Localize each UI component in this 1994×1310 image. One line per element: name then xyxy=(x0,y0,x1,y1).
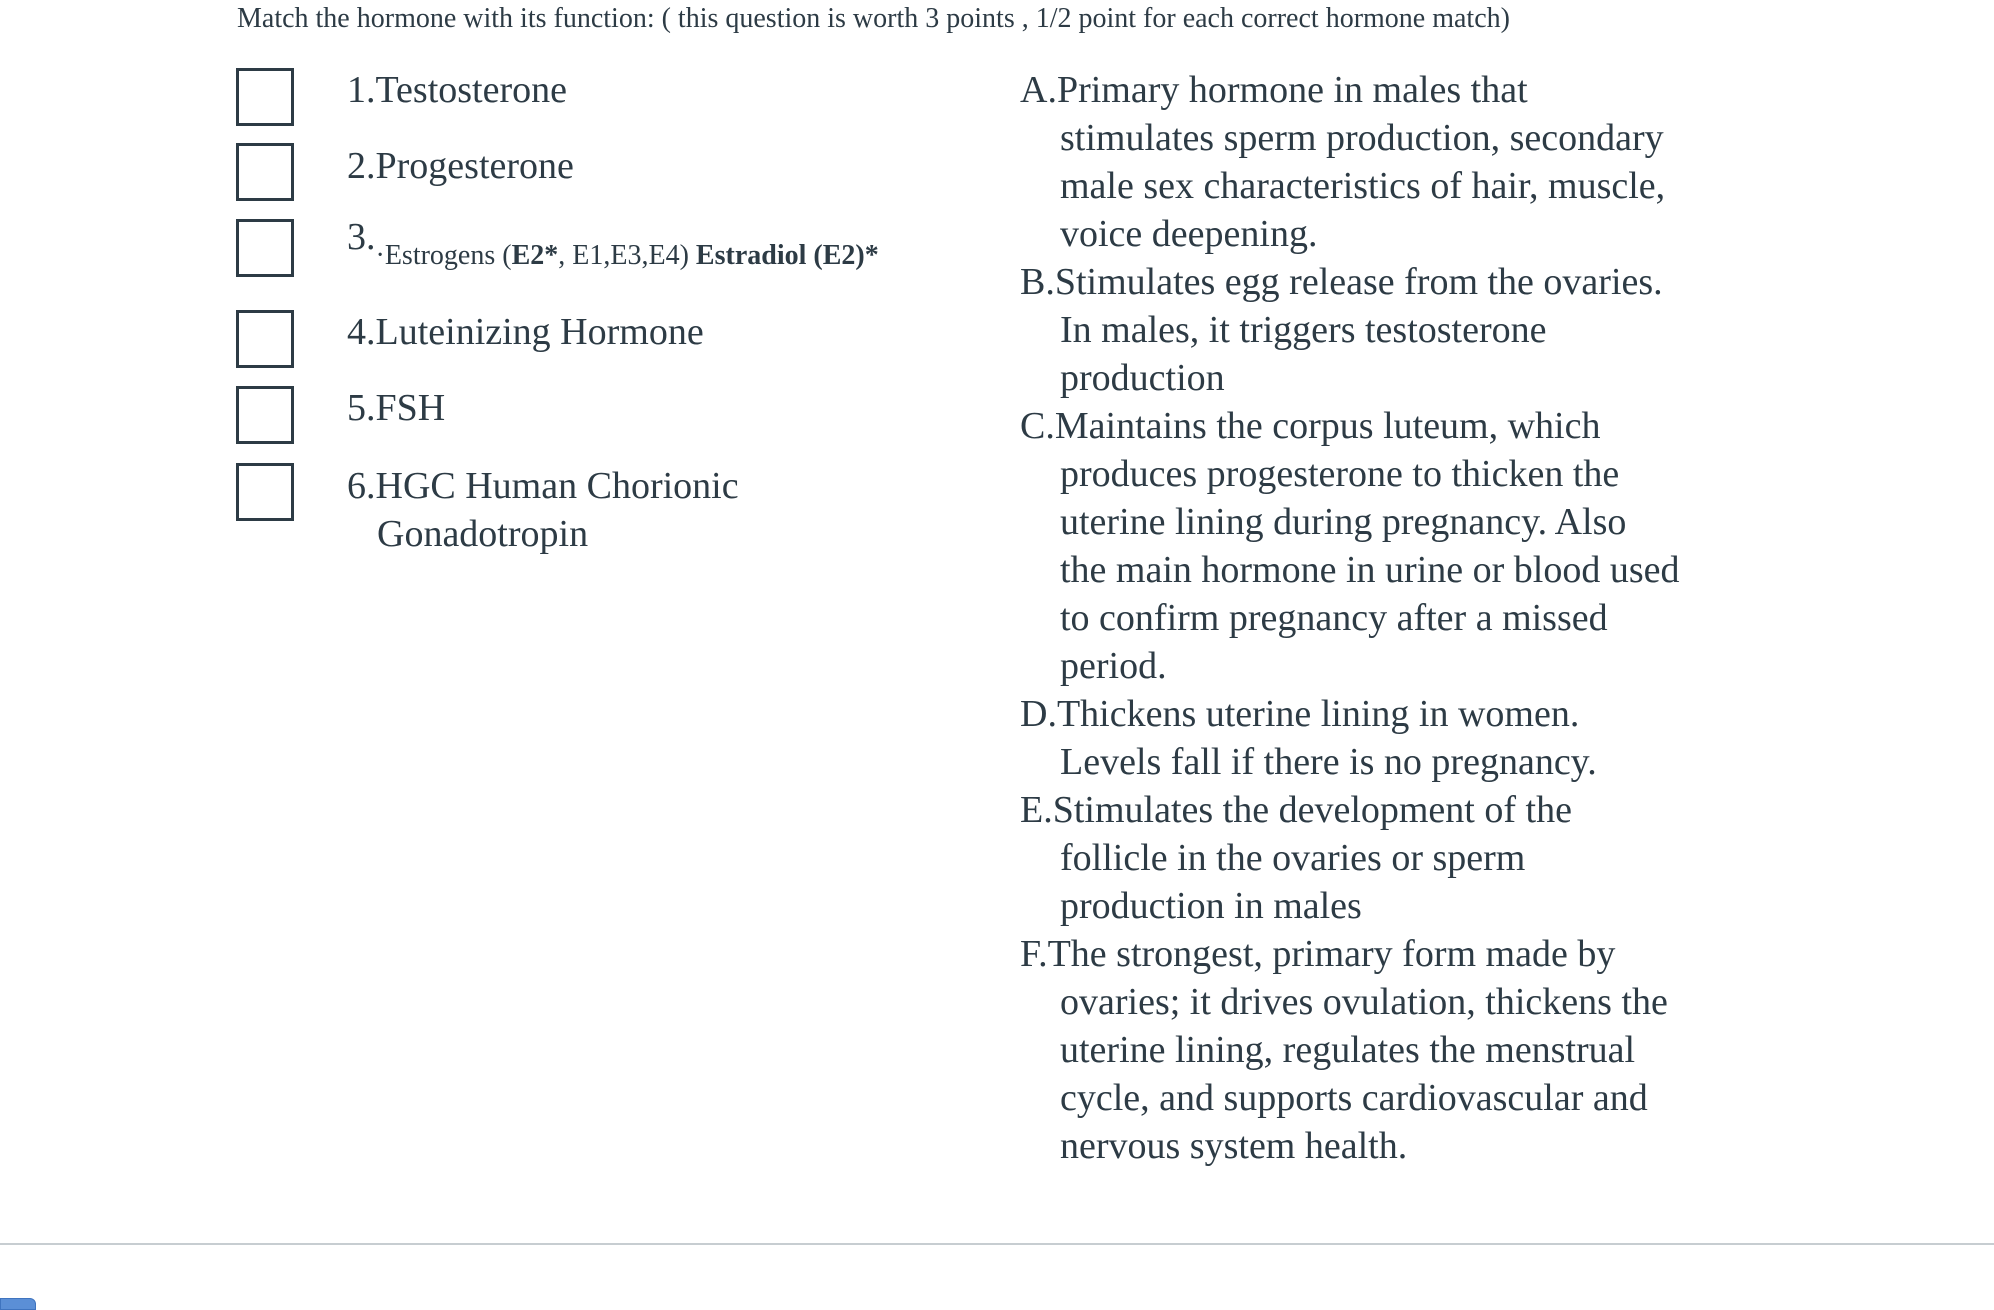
hormone-5-name: FSH xyxy=(375,387,446,429)
bottom-corner-tab[interactable] xyxy=(0,1298,36,1310)
function-f xyxy=(1020,930,1680,1170)
hormone-4-number: 4. xyxy=(347,311,376,353)
hormone-2-name: Progesterone xyxy=(375,145,574,187)
function-d xyxy=(1020,690,1680,786)
function-e-text: Stimulates the development of the follicle in the ovaries or sperm production in males xyxy=(1052,789,1572,927)
answer-box-column xyxy=(236,0,300,560)
function-list xyxy=(1020,66,1680,1170)
function-b-letter: B. xyxy=(1020,261,1055,303)
hormone-6-number: 6. xyxy=(347,465,376,507)
hormone-3-name: ·Estrogens (E2*, E1,E3,E4) Estradiol (E2)* xyxy=(375,240,879,271)
function-a-letter: A. xyxy=(1020,69,1057,111)
function-a-text: Primary hormone in males that stimulates sperm production, secondary male sex characteristics of hair, muscle, voice deepening. xyxy=(1056,69,1666,255)
function-c-text: Maintains the corpus luteum, which produces progesterone to thicken the uterine lining during pregnancy. Also the main hormone in urine or blood used to confirm pregnancy after a missed period. xyxy=(1054,405,1680,687)
function-a xyxy=(1020,66,1680,258)
answer-box-5[interactable] xyxy=(236,386,294,444)
hormone-4-name: Luteinizing Hormone xyxy=(375,311,704,353)
hormone-3 xyxy=(347,216,879,271)
hormone-2 xyxy=(347,142,574,190)
hormone-5-number: 5. xyxy=(347,387,376,429)
function-b-text: Stimulates egg release from the ovaries. In males, it triggers testosterone production xyxy=(1054,261,1663,399)
hormone-3-number: 3. xyxy=(347,216,376,258)
function-c-letter: C. xyxy=(1020,405,1055,447)
function-e-letter: E. xyxy=(1020,789,1053,831)
answer-box-3[interactable] xyxy=(236,219,294,277)
function-f-letter: F. xyxy=(1020,933,1048,975)
answer-box-2[interactable] xyxy=(236,143,294,201)
section-divider xyxy=(0,1243,1994,1245)
hormone-6-name-line1: HGC Human Chorionic xyxy=(375,465,739,507)
question-prompt: Match the hormone with its function: ( this question is worth 3 points , 1/2 point for each correct hormone match) xyxy=(237,3,1510,34)
function-c xyxy=(1020,402,1680,690)
function-b xyxy=(1020,258,1680,402)
function-e xyxy=(1020,786,1680,930)
hormone-1-name: Testosterone xyxy=(375,69,568,111)
answer-box-1[interactable] xyxy=(236,68,294,126)
function-d-text: Thickens uterine lining in women. Levels fall if there is no pregnancy. xyxy=(1056,693,1597,783)
answer-box-4[interactable] xyxy=(236,310,294,368)
hormone-1-number: 1. xyxy=(347,69,376,111)
answer-box-6[interactable] xyxy=(236,463,294,521)
hormone-2-number: 2. xyxy=(347,145,376,187)
function-f-text: The strongest, primary form made by ovaries; it drives ovulation, thickens the uterine lining, regulates the menstrual cycle, and supports cardiovascular and nervous system health. xyxy=(1047,933,1668,1167)
hormone-6-name-line2: Gonadotropin xyxy=(377,513,589,555)
hormone-4 xyxy=(347,308,704,356)
function-d-letter: D. xyxy=(1020,693,1057,735)
hormone-5 xyxy=(347,384,445,432)
hormone-1 xyxy=(347,66,567,114)
hormone-6 xyxy=(347,462,739,558)
